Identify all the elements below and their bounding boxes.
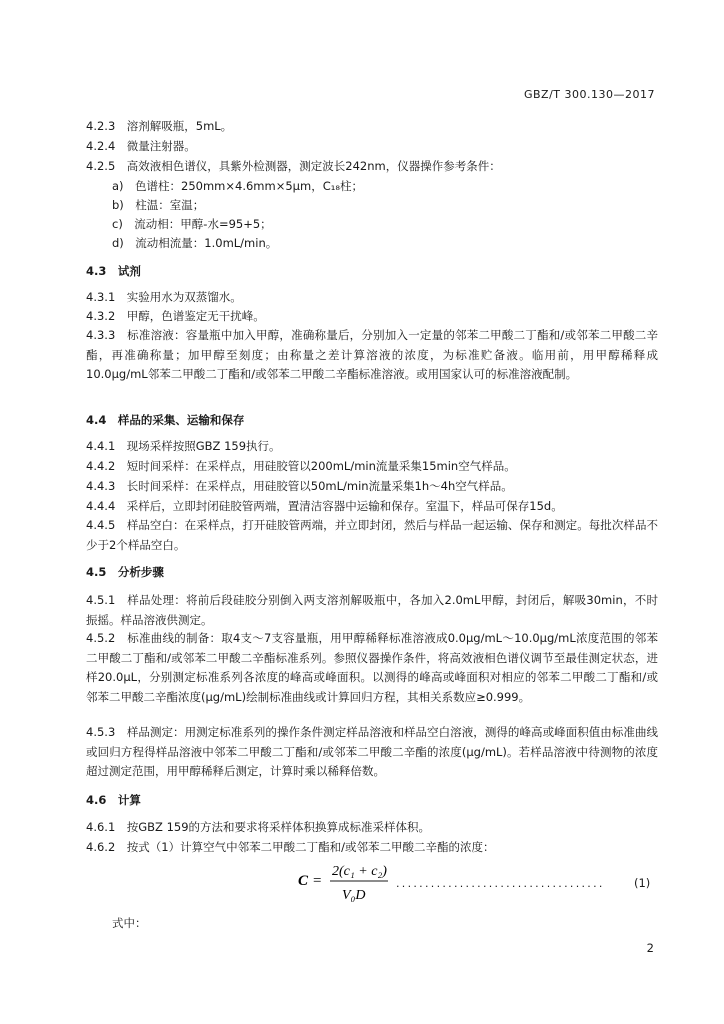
formula-number: (1) bbox=[634, 876, 651, 890]
clause-4-4-2: 4.4.2 短时间采样：在采样点，用硅胶管以200mL/min流量采集15min空气样品。 bbox=[86, 459, 516, 473]
list-item-a: a) 色谱柱：250mm×4.6mm×5μm，C₁₈柱； bbox=[112, 179, 363, 193]
list-item-d: d) 流动相流量：1.0mL/min。 bbox=[112, 236, 278, 250]
clause-4-5-2: 4.5.2 标准曲线的制备：取4支～7支容量瓶，用甲醇稀释标准溶液成0.0μg/mL～10.0μg/mL浓度范围的邻苯二甲酸二丁酯和/或邻苯二甲酸二辛酯标准系列。参照仪器操作条件，将高效液相色谱仪调节至最佳测定状态，进样20.0μL，分别测定标准系列各浓度的峰高或峰面积。以测得的峰高或峰面积对相应的邻苯二甲酸二丁酯和/或邻苯二甲酸二辛酯浓度(μg/mL)绘制标准曲线或计算回归方程，其相关系数应≥0.999。 bbox=[86, 631, 658, 704]
formula-numerator: 2(c₁ + c₂) bbox=[332, 864, 387, 879]
clause-4-3-2: 4.3.2 甲醇，色谱鉴定无干扰峰。 bbox=[86, 309, 265, 323]
formula-equals: = bbox=[313, 873, 322, 889]
clause-4-5-1: 4.5.1 样品处理：将前后段硅胶分别倒入两支溶剂解吸瓶中，各加入2.0mL甲醇，封闭后，解吸30min，不时振摇。样品溶液供测定。 bbox=[86, 593, 658, 627]
section-heading-4-3: 4.3 试剂 bbox=[86, 264, 141, 278]
clause-4-4-1: 4.4.1 现场采样按照GBZ 159执行。 bbox=[86, 439, 281, 453]
clause-4-6-2: 4.6.2 按式（1）计算空气中邻苯二甲酸二丁酯和/或邻苯二甲酸二辛酯的浓度： bbox=[86, 840, 495, 854]
formula-lhs: C bbox=[298, 873, 309, 889]
formula-leader-dots: .................................... bbox=[396, 877, 605, 890]
section-heading-4-6: 4.6 计算 bbox=[86, 793, 141, 807]
clause-4-3-1: 4.3.1 实验用水为双蒸馏水。 bbox=[86, 290, 242, 304]
section-heading-4-4: 4.4 样品的采集、运输和保存 bbox=[86, 413, 245, 427]
clause-4-6-1: 4.6.1 按GBZ 159的方法和要求将采样体积换算成标准采样体积。 bbox=[86, 820, 431, 834]
clause-4-4-5: 4.4.5 样品空白：在采样点，打开硅胶管两端，并立即封闭，然后与样品一起运输、保存和测定。每批次样品不少于2个样品空白。 bbox=[86, 518, 658, 552]
clause-4-2-5: 4.2.5 高效液相色谱仪，具紫外检测器，测定波长242nm，仪器操作参考条件： bbox=[86, 159, 501, 173]
clause-4-5-3: 4.5.3 样品测定：用测定标准系列的操作条件测定样品溶液和样品空白溶液，测得的峰高或峰面积值由标准曲线或回归方程得样品溶液中邻苯二甲酸二丁酯和/或邻苯二甲酸二辛酯的浓度(μg/mL)。若样品溶液中待测物的浓度超过测定范围，用甲醇稀释后测定，计算时乘以稀释倍数。 bbox=[86, 725, 658, 779]
list-item-c: c) 流动相：甲醇-水=95+5； bbox=[112, 217, 272, 231]
clause-4-2-3: 4.2.3 溶剂解吸瓶，5mL。 bbox=[86, 119, 233, 133]
formula-denominator: V₀D bbox=[342, 888, 366, 903]
clause-4-3-3: 4.3.3 标准溶液：容量瓶中加入甲醇，准确称量后，分别加入一定量的邻苯二甲酸二丁酯和/或邻苯二甲酸二辛酯，再准确称量；加甲醇至刻度；由称量之差计算溶液的浓度，为标准贮备液。临用前，用甲醇稀释成10.0μg/mL邻苯二甲酸二丁酯和/或邻苯二甲酸二辛酯标准溶液。或用国家认可的标准溶液配制。 bbox=[86, 328, 658, 382]
clause-4-2-4: 4.2.4 微量注射器。 bbox=[86, 139, 196, 153]
clause-4-4-4: 4.4.4 采样后，立即封闭硅胶管两端，置清洁容器中运输和保存。室温下，样品可保存15d。 bbox=[86, 499, 563, 513]
list-item-b: b) 柱温：室温； bbox=[112, 198, 205, 212]
where-label: 式中： bbox=[112, 916, 147, 930]
section-heading-4-5: 4.5 分析步骤 bbox=[86, 565, 164, 579]
standard-code-header: GBZ/T 300.130—2017 bbox=[523, 88, 655, 101]
clause-4-4-3: 4.4.3 长时间采样：在采样点，用硅胶管以50mL/min流量采集1h～4h空气样品。 bbox=[86, 479, 513, 493]
page-number: 2 bbox=[646, 941, 654, 955]
formula-svg bbox=[296, 855, 396, 907]
